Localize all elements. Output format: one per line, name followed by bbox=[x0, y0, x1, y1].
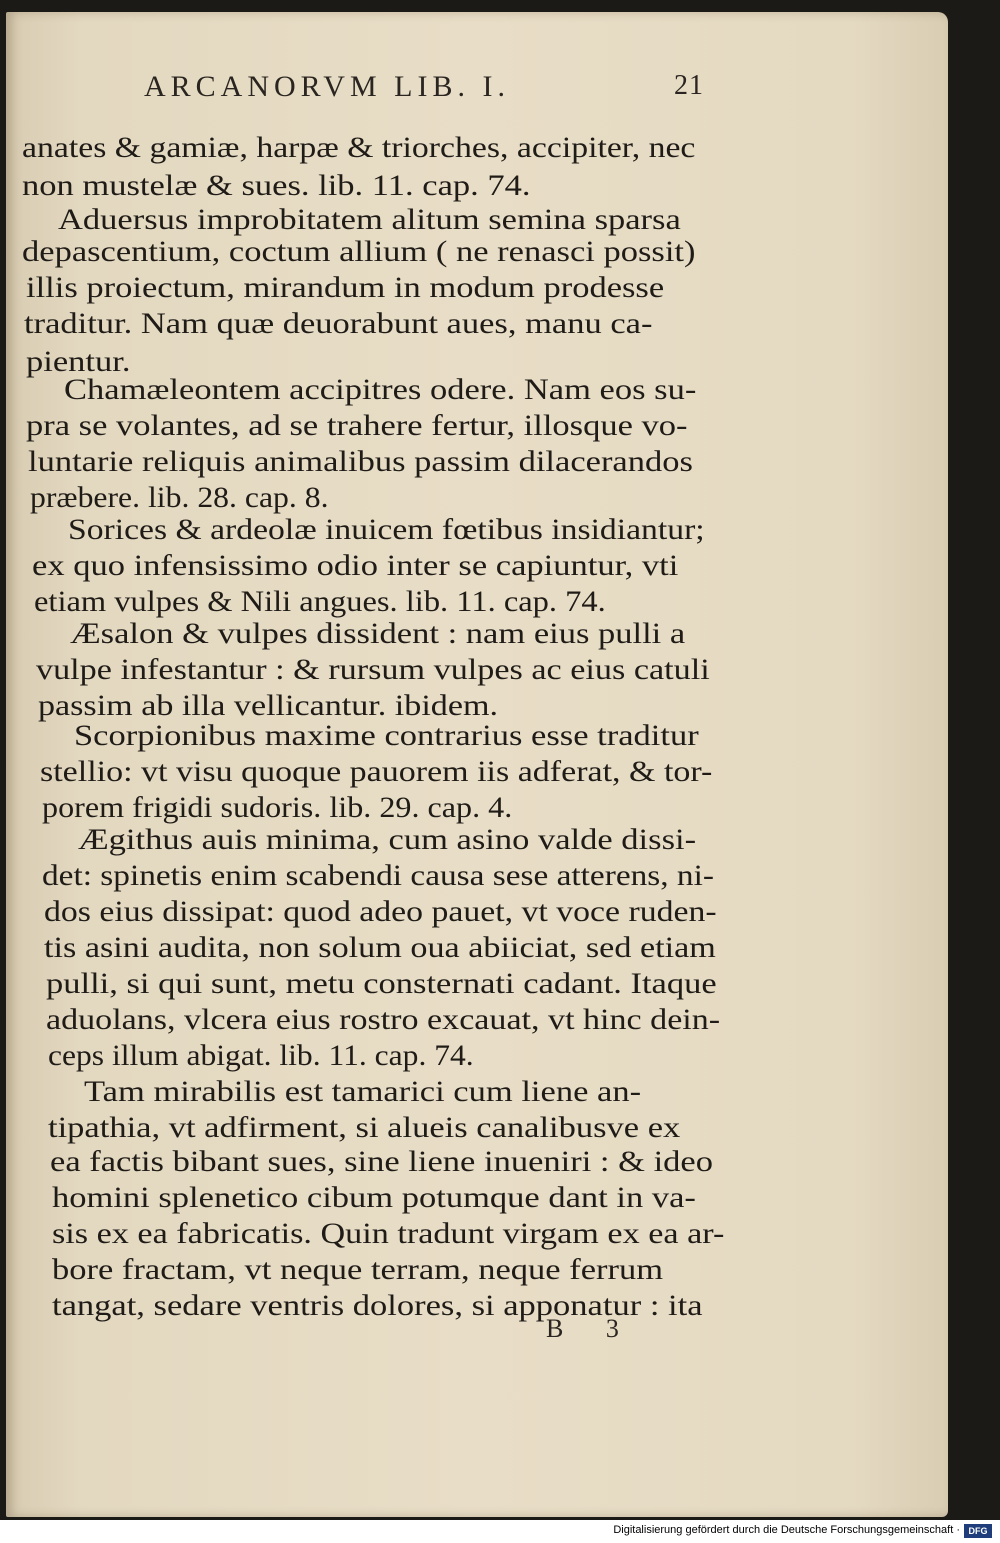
text-line: Scorpionibus maxime contrarius esse traditur bbox=[74, 719, 699, 752]
text-line: ex quo infensissimo odio inter se capiuntur, vti bbox=[32, 549, 679, 582]
digitization-credit: Digitalisierung gefördert durch die Deutsche Forschungsgemeinschaft · bbox=[613, 1524, 960, 1536]
running-title: ARCANORVM LIB. I. bbox=[144, 70, 510, 103]
text-line: Tam mirabilis est tamarici cum liene an- bbox=[84, 1075, 642, 1108]
text-line: pientur. bbox=[26, 345, 131, 378]
text-line: illis proiectum, mirandum in modum prodesse bbox=[26, 271, 665, 304]
body-text bbox=[6, 116, 948, 1356]
text-line: passim ab illa vellicantur. ibidem. bbox=[38, 689, 498, 722]
text-line: Ægithus auis minima, cum asino valde dissi- bbox=[78, 823, 697, 856]
text-line: bore fractam, vt neque terram, neque ferrum bbox=[52, 1253, 664, 1286]
text-line: etiam vulpes & Nili angues. lib. 11. cap. 74. bbox=[34, 585, 606, 618]
text-line: ceps illum abigat. lib. 11. cap. 74. bbox=[48, 1039, 474, 1072]
footer-bar bbox=[0, 1520, 1000, 1543]
text-line: pra se volantes, ad se trahere fertur, illosque vo- bbox=[26, 409, 688, 442]
text-line: aduolans, vlcera eius rostro excauat, vt hinc dein- bbox=[46, 1003, 721, 1036]
text-line: homini splenetico cibum potumque dant in va- bbox=[52, 1181, 696, 1214]
book-page bbox=[6, 12, 948, 1517]
text-line: ea factis bibant sues, sine liene inueniri : & ideo bbox=[50, 1145, 713, 1178]
text-line: pulli, si qui sunt, metu consternati cadant. Itaque bbox=[46, 967, 717, 1000]
text-line: tipathia, vt adfirment, si alueis canalibusve ex bbox=[48, 1111, 681, 1144]
text-line: anates & gamiæ, harpæ & triorches, accipiter, nec bbox=[22, 131, 696, 164]
text-line: traditur. Nam quæ deuorabunt aues, manu ca- bbox=[24, 307, 653, 340]
text-line: luntarie reliquis animalibus passim dilacerandos bbox=[28, 445, 693, 478]
page-number: 21 bbox=[674, 70, 704, 101]
signature-mark: B 3 bbox=[546, 1314, 637, 1343]
text-line: tangat, sedare ventris dolores, si apponatur : ita bbox=[52, 1289, 703, 1322]
text-line: Aduersus improbitatem alitum semina sparsa bbox=[58, 203, 681, 236]
text-line: non mustelæ & sues. lib. 11. cap. 74. bbox=[22, 169, 531, 202]
text-line: depascentium, coctum allium ( ne renasci possit) bbox=[22, 235, 696, 268]
text-line: det: spinetis enim scabendi causa sese atterens, ni- bbox=[42, 859, 714, 892]
text-line: stellio: vt visu quoque pauorem iis adferat, & tor- bbox=[40, 755, 713, 788]
text-line: dos eius dissipat: quod adeo pauet, vt voce ruden- bbox=[44, 895, 717, 928]
text-line: Sorices & ardeolæ inuicem fœtibus insidiantur; bbox=[68, 513, 705, 546]
text-line: Æsalon & vulpes dissident : nam eius pulli a bbox=[70, 617, 686, 650]
running-header bbox=[144, 70, 704, 112]
text-line: porem frigidi sudoris. lib. 29. cap. 4. bbox=[42, 791, 513, 824]
text-line: vulpe infestantur : & rursum vulpes ac eius catuli bbox=[36, 653, 710, 686]
text-line: Chamæleontem accipitres odere. Nam eos su- bbox=[64, 373, 697, 406]
dfg-logo: DFG bbox=[964, 1524, 992, 1538]
text-line: tis asini audita, non solum oua abiiciat, sed etiam bbox=[44, 931, 716, 964]
text-line: præbere. lib. 28. cap. 8. bbox=[30, 481, 329, 514]
text-line: sis ex ea fabricatis. Quin tradunt virgam ex ea ar- bbox=[52, 1217, 725, 1250]
